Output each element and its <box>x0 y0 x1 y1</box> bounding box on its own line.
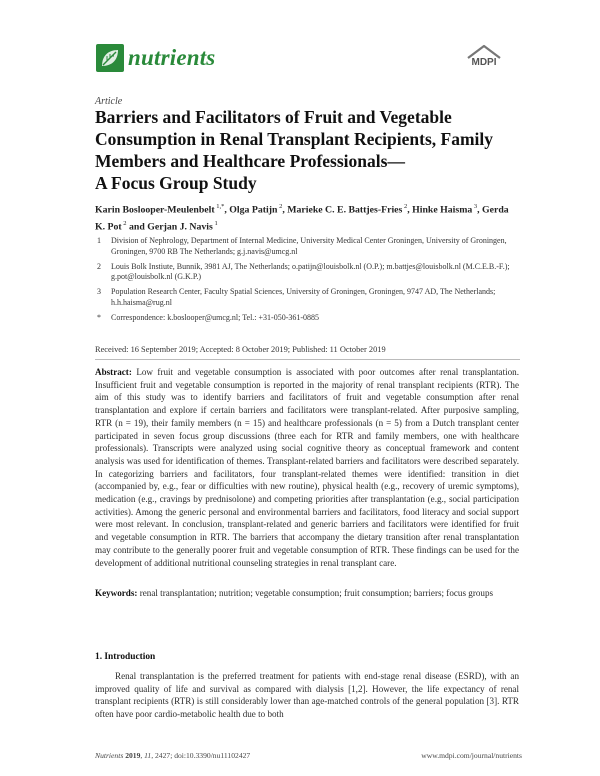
journal-logo <box>96 44 215 72</box>
affiliations <box>95 236 525 328</box>
affiliation-text: Louis Bolk Instiute, Bunnik, 3981 AJ, The Netherlands; o.patijn@louisbolk.nl (O.P.); m.battjes@louisbolk.nl (M.C.E.B.-F.); g.pot@louisbolk.nl (G.K.P.) <box>111 261 510 282</box>
affiliation-number: 3 <box>97 287 101 297</box>
leaf-emblem-icon <box>96 44 124 72</box>
publisher-name: MDPI <box>471 57 497 68</box>
author-affiliation-marker: 2 <box>277 203 283 210</box>
publication-dates: Received: 16 September 2019; Accepted: 8 October 2019; Published: 11 October 2019 <box>95 345 386 354</box>
footer-volume: 11 <box>144 751 152 760</box>
affiliation-text: Division of Nephrology, Department of Internal Medicine, University Medical Center Groningen, University of Groningen, Groningen, 9700 RB The Netherlands; g.j.navis@umcg.nl <box>111 236 507 256</box>
author-affiliation-marker: 2 <box>121 220 127 228</box>
affiliation-item <box>95 262 525 284</box>
footer-year: 2019 <box>125 751 141 760</box>
citation-footer: Nutrients 2019, 11, 2427; doi:10.3390/nu11102427 <box>95 751 251 760</box>
author-name: Karin Boslooper-Meulenbelt <box>95 204 215 216</box>
author-name: Olga Patijn <box>229 204 278 216</box>
abstract-label: Abstract: <box>95 367 132 377</box>
author-list: Karin Boslooper-Meulenbelt $^{1,*}$, Olga Patijn $^2$, Marieke C. E. Battjes-Fries $^2$, Hinke Haisma $^3$, Gerda K. Pot $^2$ and Gerjan J. Navis $^1$ <box>95 203 509 233</box>
affiliation-item <box>95 236 525 258</box>
author-affiliation-marker: 3 <box>472 203 478 210</box>
abstract <box>95 366 519 569</box>
affiliation-number: 2 <box>97 261 101 271</box>
abstract-text: Low fruit and vegetable consumption is associated with poor outcomes after renal transplantation. Insufficient fruit and vegetable consumption is reported in the majority of renal transplant recipients (RTR). The aim of this study was to identify barriers and facilitators of fruit and vegetable consumption after renal transplantation and explore if certain barriers and facilitators were transplant-related. After purposive sampling, RTR (n = 19), their family members (n = 15) and healthcare professionals (n = 5) from a Dutch transplant center participated in seven focus group discussions (three each for RTR and family members, one with healthcare professionals). Transcripts were analyzed using social cognitive theory as conceptual framework and content analysis was used for identification of themes. Transplant-related barriers and facilitators were described separately. In categorizing barriers and facilitators, four transplant-related themes were identified: transition in diet (accompanied by, e.g., fear or difficulties with new routine), physical health (e.g., recovery of uremic symptoms), medication (e.g., cravings by prednisolone) and competing priorities after transplantation (e.g., social participation activities). Among the generic personal and environmental barriers and facilitators, food literacy and social support were most relevant. In conclusion, transplant-related and generic barriers and facilitators were identified for fruit and vegetable consumption in RTR. The barriers that accompany the dietary transition after renal transplantation may contribute to the generally poorer fruit and vegetable consumption of RTR. These findings can be used for the development of additional nutritional counseling strategies in renal transplant care. <box>95 367 520 568</box>
paper-title: Barriers and Facilitators of Fruit and Vegetable Consumption in Renal Transplant Recipients, Family Members and Healthcare Professionals— A Focus Group Study <box>95 107 494 193</box>
affiliation-text: Population Research Center, Faculty Spatial Sciences, University of Groningen, Groningen, 9747 AD, The Netherlands; h.h.haisma@rug.nl <box>111 287 496 307</box>
publisher-logo <box>462 44 506 74</box>
footer-journal: Nutrients <box>95 751 124 760</box>
keywords-label: Keywords: <box>95 588 138 598</box>
author-affiliation-marker: 1 <box>212 220 218 228</box>
affiliation-number: * <box>97 312 101 322</box>
section-heading: 1. Introduction <box>95 652 156 662</box>
author-affiliation-marker: 1,* <box>214 203 225 210</box>
section-body: Renal transplantation is the preferred treatment for patients with end-stage renal disease (ESRD), with an improved quality of life and survival as compared with dialysis [1,2]. However, the life expectancy of renal transplant recipients (RTR) is still considerably lower than age-matched controls of the general population [3]. RTR often have poor cardio-metabolic health due to both <box>95 671 519 719</box>
author-name: Hinke Haisma <box>412 204 473 216</box>
article-type: Article <box>95 96 123 107</box>
affiliation-item <box>95 287 525 309</box>
author-affiliation-marker: 2 <box>402 203 408 210</box>
footer-doi: , 2427; doi:10.3390/nu11102427 <box>151 751 251 760</box>
affiliation-number: 1 <box>97 236 101 245</box>
author-name: Gerjan J. Navis <box>147 221 213 233</box>
keywords-text: renal transplantation; nutrition; vegetable consumption; fruit consumption; barriers; focus groups <box>139 588 494 598</box>
author-name: Gerda K. Pot <box>95 204 509 233</box>
keywords <box>95 587 519 600</box>
divider <box>95 359 520 360</box>
affiliation-item <box>95 313 525 324</box>
author-name: Marieke C. E. Battjes-Fries <box>287 204 403 216</box>
journal-url[interactable]: www.mdpi.com/journal/nutrients <box>421 751 522 760</box>
affiliation-text: Correspondence: k.boslooper@umcg.nl; Tel.: +31-050-361-0885 <box>111 312 320 322</box>
journal-name: nutrients <box>128 45 216 70</box>
